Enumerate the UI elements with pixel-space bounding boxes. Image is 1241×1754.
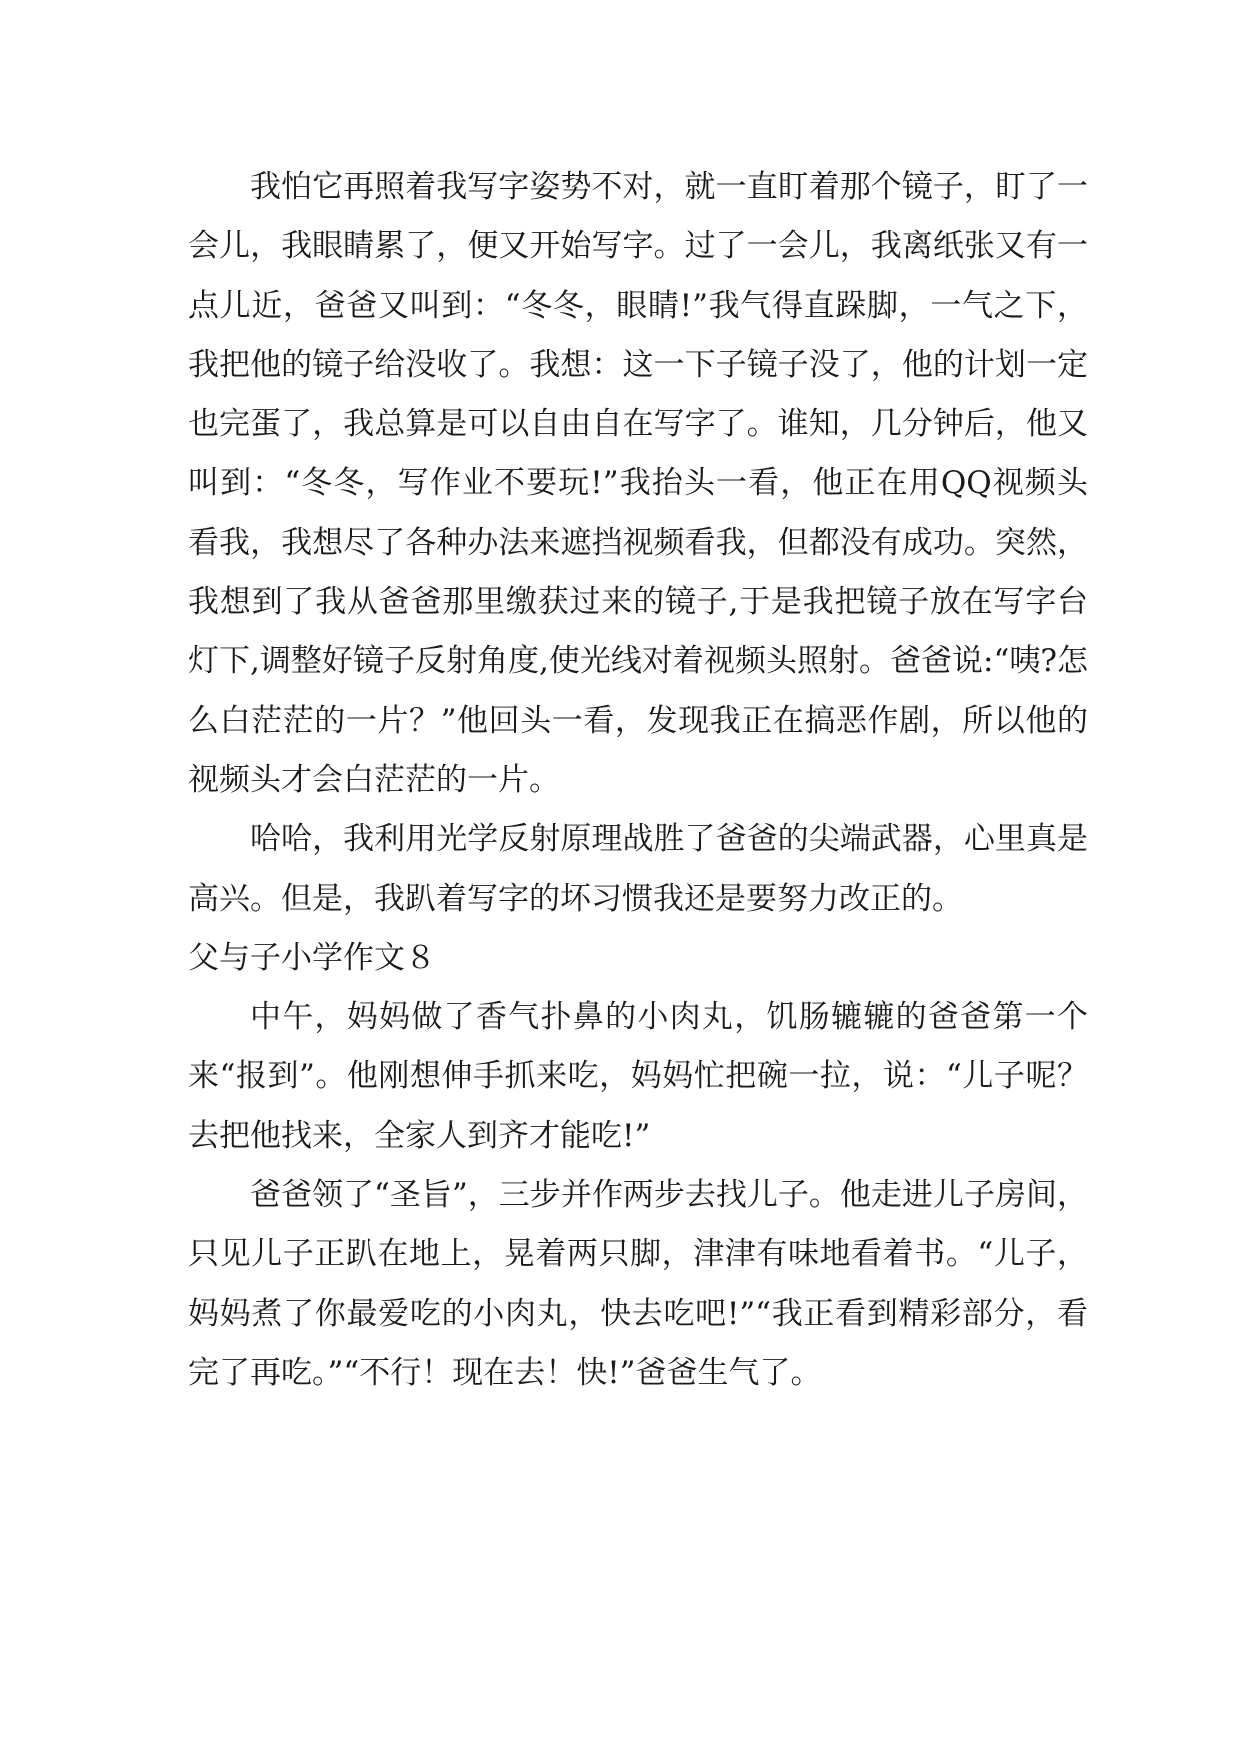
paragraph-mirror-story: 我怕它再照着我写字姿势不对，就一直盯着那个镜子，盯了一会儿，我眼睛累了，便又开始写字。过了一会儿，我离纸张又有一点儿近，爸爸又叫到：“冬冬，眼睛!”我气得直跺脚，一气之下，我把他的镜子给没收了。我想：这一下子镜子没了，他的计划一定也完蛋了，我总算是可以自由自在写字了。谁知，几分钟后，他又叫到：“冬冬，写作业不要玩!”我抬头一看，他正在用QQ视频头看我，我想尽了各种办法来遮挡视频看我，但都没有成功。突然，我想到了我从爸爸那里缴获过来的镜子,于是我把镜子放在写字台灯下,调整好镜子反射角度,使光线对着视频头照射。爸爸说:“咦?怎么白茫茫的一片？”他回头一看，发现我正在搞恶作剧，所以他的视频头才会白茫茫的一片。 (188, 169, 1088, 798)
paragraph-dad-finds-son: 爸爸领了“圣旨”，三步并作两步去找儿子。他走进儿子房间，只见儿子正趴在地上，晃着两只脚，津津有味地看着书。“儿子，妈妈煮了你最爱吃的小肉丸，快去吃吧!”“我正看到精彩部分，看完了再吃。”“不行！现在去！快!”爸爸生气了。 (188, 1177, 1088, 1391)
paragraph-conclusion: 哈哈，我利用光学反射原理战胜了爸爸的尖端武器，心里真是高兴。但是，我趴着写字的坏习惯我还是要努力改正的。 (188, 821, 1088, 917)
document-body (188, 158, 1088, 1403)
paragraph-lunch: 中午，妈妈做了香气扑鼻的小肉丸，饥肠辘辘的爸爸第一个来“报到”。他刚想伸手抓来吃，妈妈忙把碗一拉，说：“儿子呢？去把他找来，全家人到齐才能吃!” (188, 999, 1088, 1154)
section-title: 父与子小学作文８ (188, 939, 436, 976)
